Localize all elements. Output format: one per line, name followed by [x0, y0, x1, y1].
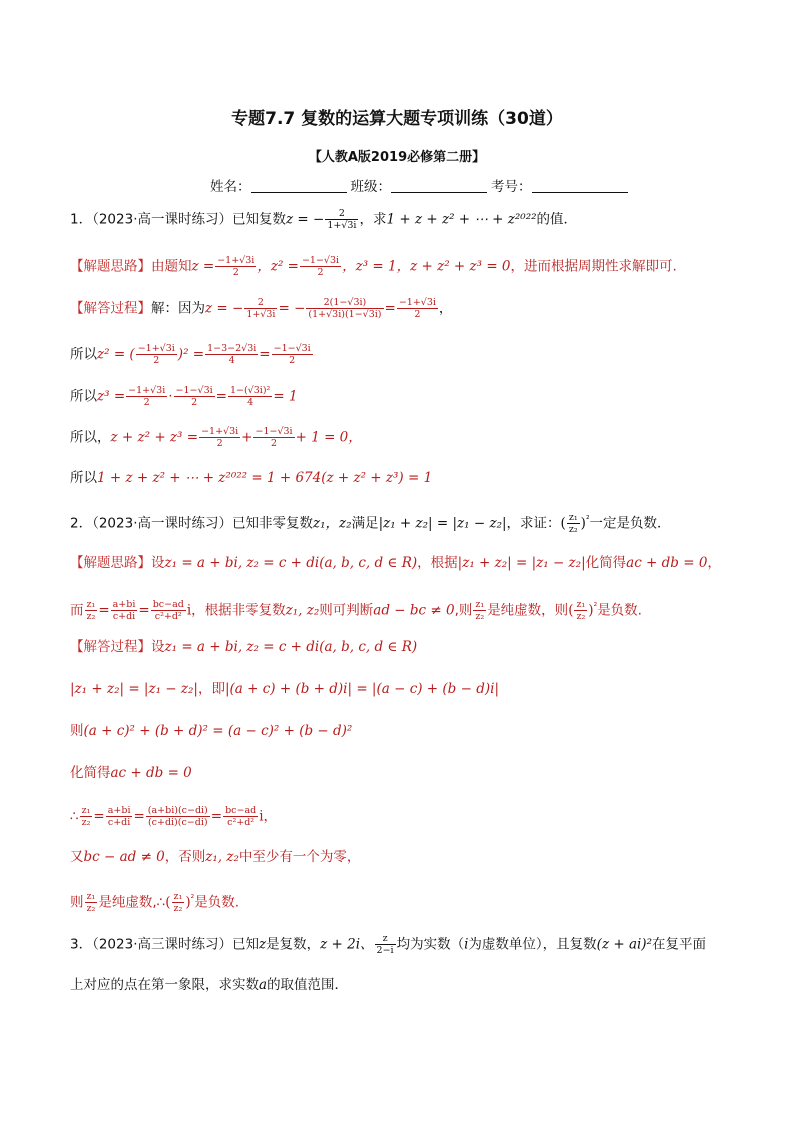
- q2-idea-tag: 【解题思路】: [70, 555, 151, 571]
- q1-process-line3: 所以z³ = $\frac{-1+√3i}{2}$ · $\frac{-1-√3i}{2}$ = $\frac{\text{1−(√3i)²}}{4}$ = 1: [70, 385, 298, 408]
- q2-process-line5: ∴ $\frac{\text{z₁}}{\text{z₂}}$ = $\frac{a+bi}{c+di}$ = $\frac{(a+bi)(c-di)}{(c+di)(c-di)}$ = $\frac{bc-ad}{\text{c²+d²}}$ i，: [70, 805, 278, 828]
- q3-number: 3．: [70, 936, 93, 953]
- q1-process-line4: 所以，z + z² + z³ = $\frac{-1+√3i}{2}$ + $\frac{-1-√3i}{2}$ + 1 = 0，: [70, 426, 362, 449]
- q3-stem-line1: 3．（2023·高三课时练习）已知z是复数，z + 2i、 $\frac{z}{2-i}$ 均为实数（i为虚数单位），且复数(z + ai)²在复平面: [70, 933, 706, 956]
- q2-idea-line2: 而 $\frac{\text{z₁}}{\text{z₂}}$ = $\frac{a+bi}{c+di}$ = $\frac{bc-ad}{\text{c²+d²}}$ i，根据非零复数z₁, z₂则可判断ad − bc ≠ 0,则 $\frac{\text{z₁}}{\text{z₂}}$ 是纯虚数，则( $\frac{\text{z₁}}{\text{z₂}}$ )$^{^2}$是负数.: [70, 599, 642, 622]
- q2-number: 2．: [70, 515, 93, 532]
- page-title: 专题7.7 复数的运算大题专项训练（30道）: [231, 109, 563, 129]
- q3-stem-line2: 上对应的点在第一象限，求实数a的取值范围．: [70, 977, 349, 993]
- q2-process-line1: 【解答过程】设z₁ = a + bi, z₂ = c + di(a, b, c, d ∈ R): [70, 639, 418, 655]
- q1-process-line1: 【解答过程】解：因为z = − $\frac{2}{1+√3i}$ = − $\frac{2(1-√3i)}{(1+√3i)(1-√3i)}$ = $\frac{-1+√3i}{2}$ ，: [70, 297, 453, 320]
- q1-eq: z = −: [286, 211, 325, 228]
- q1-stem-text3: 的值．: [536, 211, 578, 228]
- q1-stem-text2: ，求: [359, 211, 387, 228]
- q2-stem: 2．（2023·高一课时练习）已知非零复数z₁，z₂满足|z₁ + z₂| = |z₁ − z₂|，求证：( $\frac{\text{z₁}}{\text{z₂}}$ )$^{^2}$一定是负数．: [70, 512, 671, 535]
- q1-idea: 【解题思路】由题知z = $\frac{-1+√3i}{2}$ ，z² = $\frac{-1-√3i}{2}$ ，z³ = 1，z + z² + z³ = 0，进而根据周期性求解即可.: [70, 255, 677, 278]
- q2-process-line3: 则(a + c)² + (b + d)² = (a − c)² + (b − d)²: [70, 723, 353, 739]
- q3-source: （2023·高三课时练习）: [92, 936, 232, 953]
- q1-process-line2: 所以z² = ( $\frac{-1+√3i}{2}$ )² = $\frac{1-3-2√3i}{4}$ = $\frac{-1-√3i}{2}$: [70, 343, 311, 366]
- q2-process-line7: 则 $\frac{\text{z₁}}{\text{z₂}}$ 是纯虚数,∴( $\frac{\text{z₁}}{\text{z₂}}$ )$^{^2}$是负数.: [70, 891, 240, 914]
- q1-expr: 1 + z + z² + ⋯ + z²⁰²²: [386, 211, 537, 228]
- q1-number: 1．: [70, 211, 93, 228]
- class-label: 班级：: [350, 179, 391, 195]
- page-subtitle: 【人教A版2019必修第二册】: [308, 150, 486, 165]
- id-label: 考号：: [491, 179, 532, 195]
- q1-stem: [70, 208, 577, 231]
- q1-frac: $\frac{2}{1+√3i}$: [327, 208, 357, 231]
- student-info-row: [210, 175, 632, 195]
- q1-source: （2023·高一课时练习）: [92, 211, 232, 228]
- q1-idea-tag: 【解题思路】: [70, 258, 151, 275]
- q1-process-line5: 所以1 + z + z² + ⋯ + z²⁰²² = 1 + 674(z + z² + z³) = 1: [70, 470, 433, 486]
- id-blank[interactable]: [532, 178, 628, 193]
- name-label: 姓名：: [210, 179, 251, 195]
- q2-idea-line1: 【解题思路】设z₁ = a + bi, z₂ = c + di(a, b, c, d ∈ R)，根据|z₁ + z₂| = |z₁ − z₂|化简得ac + db = 0，: [70, 555, 721, 571]
- q2-process-line4: 化简得ac + db = 0: [70, 765, 192, 781]
- q1-proc-tag: 【解答过程】: [70, 300, 151, 317]
- q1-stem-text: 已知复数: [232, 211, 286, 228]
- q2-process-line6: 又bc − ad ≠ 0，否则z₁, z₂中至少有一个为零，: [70, 849, 361, 865]
- q2-proc-tag: 【解答过程】: [70, 639, 151, 655]
- name-blank[interactable]: [251, 178, 347, 193]
- class-blank[interactable]: [391, 178, 487, 193]
- q2-process-line2: |z₁ + z₂| = |z₁ − z₂|，即|(a + c) + (b + d)i| = |(a − c) + (b − d)i|: [70, 681, 499, 697]
- q2-source: （2023·高一课时练习）: [92, 515, 232, 532]
